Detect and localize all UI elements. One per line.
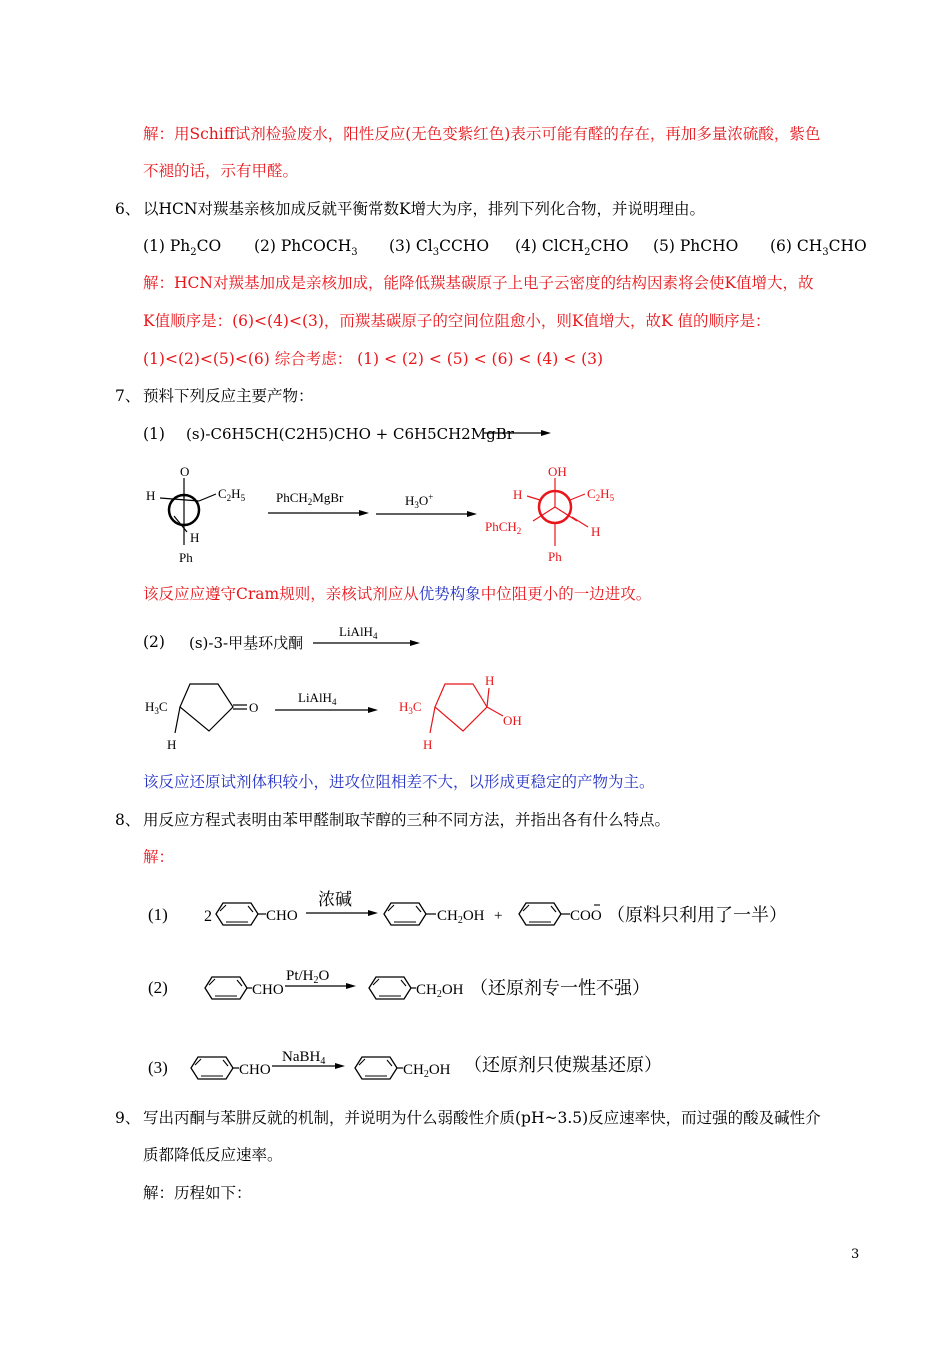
r2-left-O: O — [249, 700, 259, 715]
newman-left-H2: H — [190, 530, 200, 545]
page-number: 3 — [851, 1247, 860, 1262]
q9-answer: 解：历程如下： — [143, 1184, 252, 1202]
r2-right-OH: OH — [503, 713, 522, 728]
m1-coo: COO — [570, 908, 602, 924]
newman-left-O: O — [180, 464, 190, 479]
m3-label: (3) — [148, 1058, 168, 1077]
q6-compound-1: (1) $Ph_2CO$ — [143, 237, 222, 259]
q5-answer-line2: 不褪的话，示有甲醛。 — [143, 162, 299, 180]
m1-benzene-3 — [519, 903, 561, 925]
reagent-phch2mgbr: PhCH$_2$MgBr — [276, 490, 344, 507]
q6-answer-line3: (1)<(2)<(5)<(6) 综合考虑： (1) < (2) < (5) < (6) < (4) < (3) — [143, 350, 604, 368]
r2-left-H: H — [167, 737, 177, 752]
q5-answer-line1: 解：用Schiff试剂检验废水，阳性反应(无色变紫红色)表示可能有醛的存在，再加多量浓硫酸，紫色 — [143, 125, 821, 143]
r2-mid-reagent: LiAlH$_4$ — [298, 690, 337, 707]
m2-note: （还原剂专一性不强） — [470, 978, 650, 998]
newman-right-Ph: Ph — [548, 549, 562, 564]
m2-benzene-1 — [205, 977, 247, 999]
q6-compound-2: (2) PhCOCH$_3$ — [254, 237, 358, 259]
m3-cho: CHO — [239, 1062, 271, 1078]
q7-question: 预料下列反应主要产物： — [143, 387, 314, 405]
r2-right-H2: H — [423, 737, 433, 752]
m2-cho: CHO — [252, 982, 284, 998]
m1-coef: 2 — [204, 908, 212, 925]
m2-benzene-2 — [369, 977, 411, 999]
newman-right-C2H5: $C_2H_5$ — [587, 486, 615, 503]
q6-compound-4: (4) ClCH$_2$CHO — [515, 237, 629, 259]
newman-left-H1: H — [146, 488, 156, 503]
r2-right-H3C: $H_3C$ — [399, 699, 422, 716]
q8-answer: 解： — [143, 848, 175, 866]
m1-label: (1) — [148, 905, 168, 924]
m3-benzene-2 — [355, 1057, 397, 1079]
q7-r2-reaction: (s)-3-甲基环戊酮 — [189, 634, 304, 652]
q6-number: 6、 — [115, 200, 141, 218]
q6-compound-3: (3) $Cl_3CCHO$ — [389, 237, 490, 259]
m1-note: （原料只利用了一半） — [607, 905, 787, 925]
q7-r2-note: 该反应还原试剂体积较小，进攻位阻相差不大，以形成更稳定的产物为主。 — [143, 773, 655, 791]
m3-benzene-1 — [191, 1057, 233, 1079]
q7-r1-label: (1) — [143, 425, 165, 443]
m1-cho: CHO — [266, 908, 298, 924]
m1-plus: + — [494, 908, 503, 924]
q8-question: 用反应方程式表明由苯甲醛制取苄醇的三种不同方法，并指出各有什么特点。 — [143, 811, 671, 829]
reagent-h3o: $H_3O^+$ — [405, 492, 434, 510]
m2-ch2oh: $CH_2OH$ — [416, 982, 464, 1000]
m1-reagent: 浓碱 — [318, 890, 352, 909]
m3-ch2oh: $CH_2OH$ — [403, 1062, 451, 1080]
q8-number: 8、 — [115, 811, 141, 829]
q7-r2-label: (2) — [143, 633, 165, 651]
newman-left-C2H5: $C_2H_5$ — [218, 486, 246, 503]
r2-right-H1: H — [485, 673, 495, 688]
r2-left-H3C: $H_3C$ — [145, 699, 168, 716]
newman-right-H2: H — [591, 524, 601, 539]
m3-reagent: NaBH$_4$ — [282, 1049, 326, 1067]
q7-number: 7、 — [115, 387, 141, 405]
q9-number: 9、 — [115, 1109, 141, 1127]
m1-benzene-2 — [384, 903, 426, 925]
m2-label: (2) — [148, 978, 168, 997]
q7-r1-reaction: (s)-C6H5CH(C2H5)CHO + C6H5CH2MgBr — [186, 425, 514, 443]
m2-reagent: $Pt/H_2O$ — [286, 968, 330, 986]
newman-right-PhCH2: PhCH$_2$ — [485, 519, 522, 536]
newman-left-Ph: Ph — [179, 550, 193, 565]
q6-answer-line2: K值顺序是：(6)<(4)<(3)，而羰基碳原子的空间位阻愈小，则K值增大，故K 值的顺序是： — [143, 312, 771, 330]
q9-question-line1: 写出丙酮与苯肼反就的机制，并说明为什么弱酸性介质(pH~3.5)反应速率快，而过强的酸及碱性介 — [143, 1109, 821, 1127]
q7-r1-note: 该反应应遵守Cram规则，亲核试剂应从优势构象中位阻更小的一边进攻。 — [143, 585, 652, 603]
m3-note: （还原剂只使羰基还原） — [464, 1055, 662, 1075]
newman-right-OH: OH — [548, 464, 567, 479]
m1-benzene-1 — [216, 903, 258, 925]
q6-answer-line1: 解：HCN对羰基加成是亲核加成，能降低羰基碳原子上电子云密度的结构因素将会使K值增大，故 — [143, 274, 814, 292]
q6-question: 以HCN对羰基亲核加成反就平衡常数K增大为序，排列下列化合物，并说明理由。 — [143, 200, 706, 218]
newman-right-H1: H — [513, 487, 523, 502]
r2-top-reagent: LiAlH$_4$ — [339, 624, 378, 641]
q6-compound-5: (5) PhCHO — [653, 237, 739, 255]
m1-ch2oh: $CH_2OH$ — [437, 908, 485, 926]
q6-compound-6: (6) $CH_3CHO$ — [770, 237, 867, 259]
q9-question-line2: 质都降低反应速率。 — [143, 1146, 283, 1164]
